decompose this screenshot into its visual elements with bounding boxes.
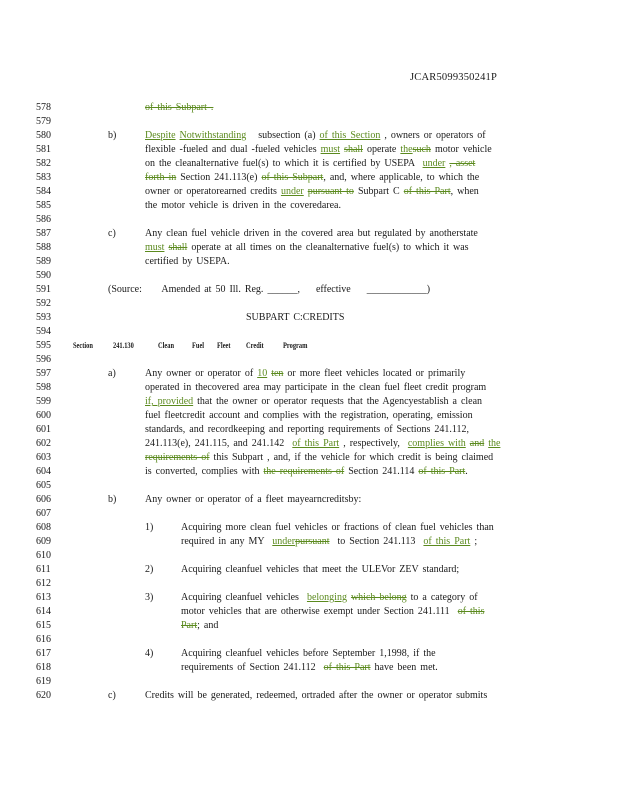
line-number: 596 xyxy=(36,354,51,365)
body-text: certified by USEPA. xyxy=(145,256,230,267)
body-text: operate xyxy=(366,144,397,155)
line-number: 600 xyxy=(36,410,51,421)
paragraph-label: c) xyxy=(108,228,116,239)
deleted-text: and xyxy=(469,438,485,449)
body-text: or more fleet vehicles located or primarily xyxy=(287,368,466,379)
line-number: 595 xyxy=(36,340,51,351)
body-text: requirements of Section 241.112 xyxy=(181,662,316,673)
line-number: 608 xyxy=(36,522,51,533)
inserted-text: complies with xyxy=(407,438,466,449)
line-number: 588 xyxy=(36,242,51,253)
body-text: standards, and recordkeeping and reporting requirements of Sections 241.112, xyxy=(145,424,470,435)
body-text: motor vehicle xyxy=(434,144,492,155)
line-number: 604 xyxy=(36,466,51,477)
paragraph-label: a) xyxy=(108,368,116,379)
body-text: to a category of xyxy=(410,592,478,603)
subpart-heading: SUBPART C:CREDITS xyxy=(246,312,345,323)
line-number: 590 xyxy=(36,270,51,281)
line-number: 603 xyxy=(36,452,51,463)
item-number: 1) xyxy=(145,522,154,533)
deleted-text: of this Subpart . xyxy=(145,102,214,113)
body-text: Section 241.113(e) xyxy=(180,172,258,183)
line-number: 580 xyxy=(36,130,51,141)
line-number: 598 xyxy=(36,382,51,393)
line-number: 578 xyxy=(36,102,51,113)
body-text: operate at all times on the cleanalternative fuel(s) to which it was xyxy=(191,242,469,253)
deleted-text: of this Part xyxy=(418,466,466,477)
body-text: this Subpart , and, if the vehicle for which credit is being claimed xyxy=(213,452,494,463)
section-heading: Program xyxy=(283,341,308,350)
deleted-text: pursuant xyxy=(295,536,330,547)
deleted-text: of this Part xyxy=(323,662,371,673)
body-text: the motor vehicle is driven in the coveredarea. xyxy=(145,200,341,211)
body-text: Section 241.114 xyxy=(348,466,415,477)
item-number: 3) xyxy=(145,592,154,603)
line-number: 619 xyxy=(36,676,51,687)
inserted-text: Despite xyxy=(145,130,176,141)
body-text: to Section 241.113 xyxy=(337,536,416,547)
inserted-text: if, provided xyxy=(145,396,194,407)
inserted-text: of this Part xyxy=(292,438,340,449)
line-number: 581 xyxy=(36,144,51,155)
body-text: operated in thecovered area may participate in the clean fuel fleet credit program xyxy=(145,382,487,393)
body-text: Any owner or operator of a fleet mayearncreditsby: xyxy=(145,494,362,505)
body-text: flexible -fueled and dual -fueled vehicles xyxy=(145,144,317,155)
deleted-text: the requirements of xyxy=(263,466,345,477)
body-text: fuel fleetcredit account and complies with the registration, operating, emission xyxy=(145,410,473,421)
line-number: 584 xyxy=(36,186,51,197)
source-note: (Source: Amended at 50 Ill. Reg. ______, effective ____________) xyxy=(108,284,431,295)
item-number: 4) xyxy=(145,648,154,659)
body-text: 241.113(e), 241.115, and 241.142 xyxy=(145,438,285,449)
inserted-text: the xyxy=(488,438,501,449)
body-text: Acquiring cleanfuel vehicles that meet the ULEVor ZEV standard; xyxy=(181,564,460,575)
deleted-text: shall xyxy=(344,144,363,155)
section-heading: Section xyxy=(73,341,93,350)
line-number: 594 xyxy=(36,326,51,337)
inserted-text: must xyxy=(145,242,165,253)
deleted-text: which belong xyxy=(350,592,407,603)
inserted-text: belonging xyxy=(306,592,347,603)
body-text: subsection (a) xyxy=(258,130,316,141)
line-number: 582 xyxy=(36,158,51,169)
line-number: 611 xyxy=(36,564,51,575)
body-text: . xyxy=(465,466,468,477)
body-text: , when xyxy=(450,186,479,197)
deleted-text: of this Subpart xyxy=(261,172,324,183)
line-number: 591 xyxy=(36,284,51,295)
line-number: 587 xyxy=(36,228,51,239)
paragraph-label: c) xyxy=(108,690,116,701)
deleted-text: , asset xyxy=(449,158,476,169)
body-text: ; and xyxy=(197,620,219,631)
item-number: 2) xyxy=(145,564,154,575)
paragraph-label: b) xyxy=(108,130,117,141)
line-number: 586 xyxy=(36,214,51,225)
document-id: JCAR5099350241P xyxy=(410,72,498,83)
inserted-text: 10 xyxy=(257,368,268,379)
line-number: 612 xyxy=(36,578,51,589)
line-number: 592 xyxy=(36,298,51,309)
line-number: 614 xyxy=(36,606,51,617)
line-number: 606 xyxy=(36,494,51,505)
body-text: Any owner or operator of xyxy=(145,368,254,379)
inserted-text: must xyxy=(320,144,341,155)
inserted-text: under xyxy=(272,536,296,547)
line-number: 601 xyxy=(36,424,51,435)
deleted-text: such xyxy=(412,144,431,155)
line-number: 620 xyxy=(36,690,51,701)
section-heading: Fuel xyxy=(192,341,205,350)
section-heading: Credit xyxy=(246,341,264,350)
inserted-text: under xyxy=(280,186,304,197)
body-text: have been met. xyxy=(374,662,438,673)
deleted-text: requirements of xyxy=(145,452,210,463)
deleted-text: of this xyxy=(457,606,485,617)
body-text: Acquiring more clean fuel vehicles or fractions of clean fuel vehicles than xyxy=(181,522,494,533)
line-number: 585 xyxy=(36,200,51,211)
line-number: 597 xyxy=(36,368,51,379)
body-text: that the owner or operator requests that the Agencyestablish a clean xyxy=(197,396,483,407)
inserted-text: under xyxy=(422,158,446,169)
body-text: , respectively, xyxy=(343,438,400,449)
deleted-text: Part xyxy=(181,620,198,631)
body-text: Subpart C xyxy=(357,186,400,197)
line-number: 617 xyxy=(36,648,51,659)
body-text: on the cleanalternative fuel(s) to which it is certified by USEPA xyxy=(145,158,415,169)
line-number: 609 xyxy=(36,536,51,547)
line-number: 599 xyxy=(36,396,51,407)
inserted-text: of this Part xyxy=(423,536,471,547)
body-text: motor vehicles that are otherwise exempt under Section 241.111 xyxy=(181,606,450,617)
line-number: 579 xyxy=(36,116,51,127)
body-text: Any clean fuel vehicle driven in the covered area but regulated by anotherstate xyxy=(145,228,478,239)
body-text: Credits will be generated, redeemed, ortraded after the owner or operator submits xyxy=(145,690,488,701)
line-number: 607 xyxy=(36,508,51,519)
section-heading: 241.130 xyxy=(113,341,134,350)
line-number: 605 xyxy=(36,480,51,491)
deleted-text: pursuant to xyxy=(307,186,354,197)
deleted-text: ten xyxy=(271,368,284,379)
deleted-text: shall xyxy=(168,242,188,253)
inserted-text: of this Section xyxy=(319,130,381,141)
body-text: Acquiring cleanfuel vehicles xyxy=(181,592,299,603)
body-text: is converted, complies with xyxy=(145,466,260,477)
body-text: ; xyxy=(474,536,478,547)
inserted-text: the xyxy=(400,144,413,155)
section-heading: Clean xyxy=(158,341,174,350)
line-number: 593 xyxy=(36,312,51,323)
line-number: 583 xyxy=(36,172,51,183)
body-text: , owners or operators of xyxy=(384,130,486,141)
body-text: required in any MY xyxy=(181,536,265,547)
deleted-text: forth in xyxy=(145,172,177,183)
section-heading: Fleet xyxy=(217,341,231,350)
line-number: 589 xyxy=(36,256,51,267)
body-text: , and, where applicable, to which the xyxy=(323,172,480,183)
body-text: Acquiring cleanfuel vehicles before September 1,1998, if the xyxy=(181,648,436,659)
line-number: 616 xyxy=(36,634,51,645)
line-number: 610 xyxy=(36,550,51,561)
line-number: 615 xyxy=(36,620,51,631)
body-text: owner or operatorearned credits xyxy=(145,186,277,197)
line-number: 613 xyxy=(36,592,51,603)
paragraph-label: b) xyxy=(108,494,117,505)
line-number: 618 xyxy=(36,662,51,673)
inserted-text: Notwithstanding xyxy=(179,130,247,141)
line-number: 602 xyxy=(36,438,51,449)
deleted-text: of this Part xyxy=(403,186,451,197)
